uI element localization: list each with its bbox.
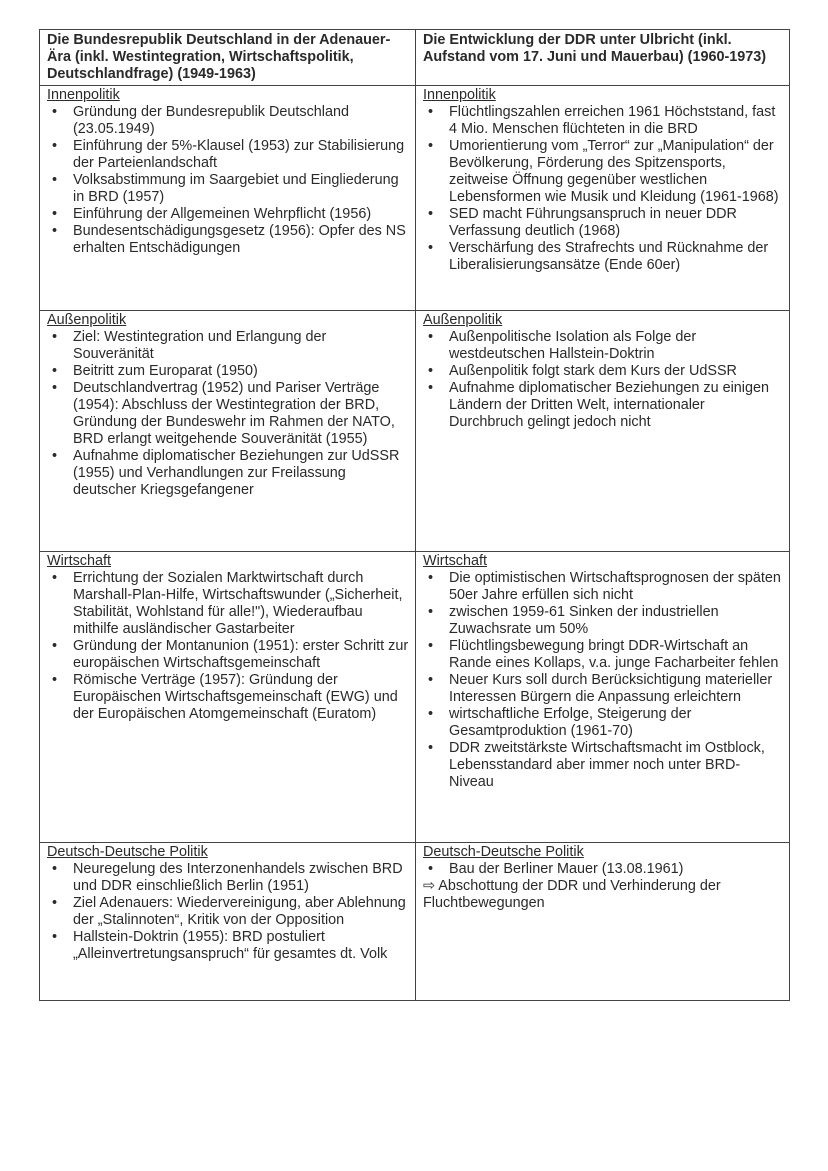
cell-ddr-wirtschaft bbox=[416, 552, 790, 843]
section-title: Innenpolitik bbox=[47, 87, 120, 103]
list-item: • Hallstein-Doktrin (1955): BRD postuliert „Alleinvertretungsanspruch“ für gesamtes dt. Volk bbox=[47, 929, 409, 963]
cell-brd-deutsch-deutsche-politik bbox=[40, 843, 416, 1001]
list-item: • Außenpolitik folgt stark dem Kurs der UdSSR bbox=[423, 363, 783, 380]
list-item: • Ziel: Westintegration und Erlangung der Souveränität bbox=[47, 329, 409, 363]
list-item: • Volksabstimmung im Saargebiet und Eingliederung in BRD (1957) bbox=[47, 172, 409, 206]
header-ddr: Die Entwicklung der DDR unter Ulbricht (inkl. Aufstand vom 17. Juni und Mauerbau) (1960-1973) bbox=[416, 30, 790, 86]
list-item: • Beitritt zum Europarat (1950) bbox=[47, 363, 409, 380]
header-row bbox=[40, 30, 790, 86]
list-item: • wirtschaftliche Erfolge, Steigerung der Gesamtproduktion (1961-70) bbox=[423, 706, 783, 740]
bullet-list bbox=[423, 329, 783, 431]
list-item: • Ziel Adenauers: Wiedervereinigung, aber Ablehnung der „Stalinnoten“, Kritik von der Opposition bbox=[47, 895, 409, 929]
row-innenpolitik bbox=[40, 86, 790, 311]
list-item: • SED macht Führungsanspruch in neuer DDR Verfassung deutlich (1968) bbox=[423, 206, 783, 240]
section-title: Außenpolitik bbox=[423, 312, 503, 328]
cell-brd-innenpolitik bbox=[40, 86, 416, 311]
list-item: • Außenpolitische Isolation als Folge der westdeutschen Hallstein-Doktrin bbox=[423, 329, 783, 363]
row-aussenpolitik bbox=[40, 311, 790, 552]
bullet-list bbox=[423, 104, 783, 274]
list-item: • Römische Verträge (1957): Gründung der Europäischen Wirtschaftsgemeinschaft (EWG) und der Europäischen Atomgemeinschaft (Euratom) bbox=[47, 672, 409, 723]
bullet-list bbox=[47, 861, 409, 963]
cell-ddr-innenpolitik bbox=[416, 86, 790, 311]
list-item: • Flüchtlingsbewegung bringt DDR-Wirtschaft an Rande eines Kollaps, v.a. junge Facharbeiter fehlen bbox=[423, 638, 783, 672]
comparison-table bbox=[39, 29, 790, 1001]
list-item: • Einführung der 5%-Klausel (1953) zur Stabilisierung der Parteienlandschaft bbox=[47, 138, 409, 172]
list-item: • Flüchtlingszahlen erreichen 1961 Höchststand, fast 4 Mio. Menschen flüchteten in die BRD bbox=[423, 104, 783, 138]
section-title: Außenpolitik bbox=[47, 312, 127, 328]
bullet-list bbox=[423, 861, 783, 878]
section-title: Wirtschaft bbox=[47, 553, 111, 569]
list-item: • Einführung der Allgemeinen Wehrpflicht (1956) bbox=[47, 206, 409, 223]
bullet-list bbox=[47, 570, 409, 723]
bullet-list bbox=[423, 570, 783, 791]
row-wirtschaft bbox=[40, 552, 790, 843]
cell-ddr-aussenpolitik bbox=[416, 311, 790, 552]
list-item: • Neuregelung des Interzonenhandels zwischen BRD und DDR einschließlich Berlin (1951) bbox=[47, 861, 409, 895]
list-item: • Bundesentschädigungsgesetz (1956): Opfer des NS erhalten Entschädigungen bbox=[47, 223, 409, 257]
list-item: • zwischen 1959-61 Sinken der industriellen Zuwachsrate um 50% bbox=[423, 604, 783, 638]
header-brd: Die Bundesrepublik Deutschland in der Adenauer-Ära (inkl. Westintegration, Wirtschaftspolitik, Deutschlandfrage) (1949-1963) bbox=[40, 30, 416, 86]
list-item: • Errichtung der Sozialen Marktwirtschaft durch Marshall-Plan-Hilfe, Wirtschaftswunder („Sicherheit, Stabilität, Wohlstand für alle!"), Wiederaufbau mithilfe ausländischer Gastarbeiter bbox=[47, 570, 409, 638]
list-item: • Umorientierung vom „Terror“ zur „Manipulation“ der Bevölkerung, Förderung des Spitzensports, zeitweise Öffnung gegenüber westlichen Lebensformen wie Musik und Kleidung (1961-1968) bbox=[423, 138, 783, 206]
cell-ddr-deutsch-deutsche-politik bbox=[416, 843, 790, 1001]
cell-brd-aussenpolitik bbox=[40, 311, 416, 552]
list-item: • Gründung der Bundesrepublik Deutschland (23.05.1949) bbox=[47, 104, 409, 138]
cell-brd-wirtschaft bbox=[40, 552, 416, 843]
list-item: • DDR zweitstärkste Wirtschaftsmacht im Ostblock, Lebensstandard aber immer noch unter BRD-Niveau bbox=[423, 740, 783, 791]
list-item: • Deutschlandvertrag (1952) und Pariser Verträge (1954): Abschluss der Westintegration der BRD, Gründung der Bundeswehr im Rahmen der NATO, BRD erlangt weitgehende Souveränität (1955) bbox=[47, 380, 409, 448]
list-item: • Bau der Berliner Mauer (13.08.1961) bbox=[423, 861, 783, 878]
section-title: Deutsch-Deutsche Politik bbox=[47, 844, 208, 860]
consequence-note: ⇨ Abschottung der DDR und Verhinderung der Fluchtbewegungen bbox=[423, 878, 721, 911]
section-title: Wirtschaft bbox=[423, 553, 487, 569]
list-item: • Aufnahme diplomatischer Beziehungen zur UdSSR (1955) und Verhandlungen zur Freilassung deutscher Kriegsgefangener bbox=[47, 448, 409, 499]
list-item: • Die optimistischen Wirtschaftsprognosen der späten 50er Jahre erfüllen sich nicht bbox=[423, 570, 783, 604]
bullet-list bbox=[47, 329, 409, 499]
row-deutsch-deutsche-politik bbox=[40, 843, 790, 1001]
section-title: Deutsch-Deutsche Politik bbox=[423, 844, 584, 860]
list-item: • Neuer Kurs soll durch Berücksichtigung materieller Interessen Bürgern die Anpassung erleichtern bbox=[423, 672, 783, 706]
list-item: • Verschärfung des Strafrechts und Rücknahme der Liberalisierungsansätze (Ende 60er) bbox=[423, 240, 783, 274]
bullet-list bbox=[47, 104, 409, 257]
list-item: • Gründung der Montanunion (1951): erster Schritt zur europäischen Wirtschaftsgemeinschaft bbox=[47, 638, 409, 672]
list-item: • Aufnahme diplomatischer Beziehungen zu einigen Ländern der Dritten Welt, internationaler Durchbruch gelingt jedoch nicht bbox=[423, 380, 783, 431]
section-title: Innenpolitik bbox=[423, 87, 496, 103]
